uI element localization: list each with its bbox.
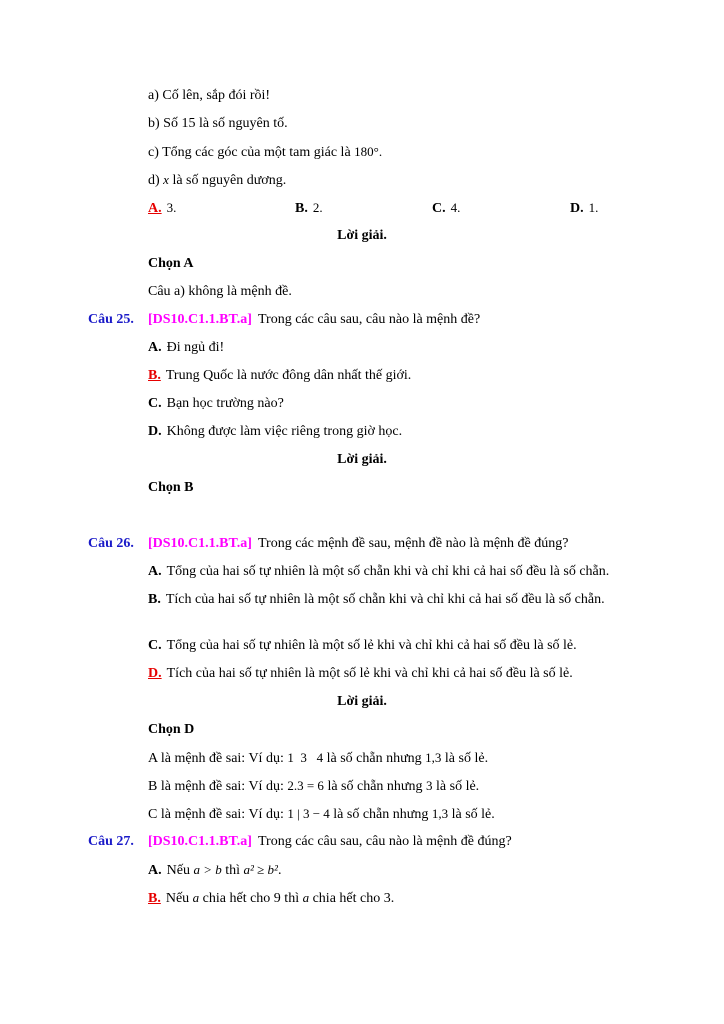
- q26-expl-c-math2: 1,3: [431, 806, 449, 821]
- q25-heading: [0, 306, 724, 334]
- q27-option-b-t1: Nếu: [165, 891, 190, 906]
- answer-d-label: D.: [570, 201, 584, 216]
- q27-option-b-math1: a: [192, 890, 200, 905]
- q27-option-a-label: A.: [148, 863, 162, 878]
- q27-option-a-math1: a > b: [193, 862, 222, 877]
- q25-option-c: [0, 390, 724, 418]
- intro-line-b-text: b) Số 15 là số nguyên tố.: [148, 116, 288, 131]
- q26-choice: Chọn D: [148, 722, 195, 737]
- q27-question: Trong các câu sau, câu nào là mệnh đề đúng?: [257, 834, 512, 849]
- answer-b-label: B.: [295, 201, 308, 216]
- q27-option-b-t2: chia hết cho 9 thì: [202, 891, 300, 906]
- q26-expl-a-suffix: là số lẻ.: [444, 751, 489, 766]
- q25-option-a-label: A.: [148, 340, 162, 355]
- q27-option-b: [0, 884, 724, 912]
- answer-d-value: 1.: [588, 200, 599, 215]
- q25-option-c-label: C.: [148, 396, 162, 411]
- q26-option-b-text: Tích của hai số tự nhiên là một số chẵn khi và chỉ khi cả hai số đều là số chẵn.: [165, 592, 605, 607]
- q26-expl-a-math2: 1,3: [425, 750, 442, 765]
- q26-option-a-label: A.: [148, 564, 162, 579]
- blank-line: [0, 502, 724, 530]
- q26-expl-c-suffix: là số lẻ.: [451, 807, 495, 822]
- q26-expl-c-mid: là số chẵn nhưng: [333, 807, 429, 822]
- q25-tag: [DS10.C1.1.BT.a]: [148, 312, 252, 327]
- q25-option-b: [0, 362, 724, 390]
- q26-explanation-b: [0, 772, 724, 800]
- q26-option-b: [0, 586, 724, 614]
- q26-option-d: [0, 660, 724, 688]
- q27-option-a: [0, 856, 724, 884]
- q27-option-b-label: B.: [148, 891, 161, 906]
- q27-number: Câu 27.: [88, 834, 134, 849]
- answer-row: [0, 194, 724, 222]
- q26-expl-b-math1: 2.3 = 6: [287, 778, 324, 793]
- answer-a: [148, 194, 176, 223]
- intro-solution-title: Lời giải.: [337, 228, 387, 243]
- answer-c-value: 4.: [450, 200, 461, 215]
- q26-option-a-text: Tổng của hai số tự nhiên là một số chẵn khi và chỉ khi cả hai số đều là số chẵn.: [166, 564, 610, 579]
- intro-choice: Chọn A: [148, 256, 194, 271]
- q26-number: Câu 26.: [88, 536, 134, 551]
- intro-line-c: [0, 138, 724, 166]
- q26-expl-c-prefix: C là mệnh đề sai: Ví dụ:: [148, 807, 284, 822]
- intro-line-a: [0, 82, 724, 110]
- q26-option-a: [0, 558, 724, 586]
- q25-option-a-text: Đi ngủ đi!: [166, 340, 225, 355]
- document-content: [0, 82, 724, 912]
- answer-b: [295, 194, 323, 223]
- q26-expl-a-mid: là số chẵn nhưng: [326, 751, 422, 766]
- q25-option-b-text: Trung Quốc là nước đông dân nhất thế giới.: [165, 368, 412, 383]
- answer-a-label: A.: [148, 201, 162, 216]
- q27-tag: [DS10.C1.1.BT.a]: [148, 834, 252, 849]
- q26-explanation-a: [0, 744, 724, 772]
- q26-heading: [0, 530, 724, 558]
- q26-expl-b-mid: là số chẵn nhưng: [327, 779, 423, 794]
- q27-option-a-math2: a² ≥ b²: [243, 862, 278, 877]
- q26-question: Trong các mệnh đề sau, mệnh đề nào là mệnh đề đúng?: [257, 536, 569, 551]
- q26-expl-a-prefix: A là mệnh đề sai: Ví dụ:: [148, 751, 284, 766]
- answer-a-value: 3.: [166, 200, 177, 215]
- intro-explanation: Câu a) không là mệnh đề.: [148, 284, 292, 299]
- q26-expl-b-suffix: là số lẻ.: [436, 779, 480, 794]
- intro-line-d-var: x: [163, 172, 169, 187]
- q27-option-a-t1: Nếu: [166, 863, 190, 878]
- q25-option-d: [0, 418, 724, 446]
- q25-option-d-text: Không được làm việc riêng trong giờ học.: [166, 424, 403, 439]
- q25-option-c-text: Bạn học trường nào?: [166, 396, 284, 411]
- q26-explanation-c: [0, 800, 724, 828]
- intro-line-b: [0, 110, 724, 138]
- q25-choice: Chọn B: [148, 480, 194, 495]
- q25-option-a: [0, 334, 724, 362]
- q26-tag: [DS10.C1.1.BT.a]: [148, 536, 252, 551]
- intro-line-d-suffix: là số nguyên dương.: [172, 173, 287, 188]
- q26-solution-title: Lời giải.: [337, 694, 387, 709]
- q26-expl-b-math2: 3: [426, 778, 433, 793]
- q25-question: Trong các câu sau, câu nào là mệnh đề?: [257, 312, 481, 327]
- intro-line-a-text: a) Cố lên, sắp đói rồi!: [148, 88, 271, 103]
- q26-option-b-label: B.: [148, 592, 161, 607]
- answer-c-label: C.: [432, 201, 446, 216]
- q27-option-b-t3: chia hết cho 3.: [312, 891, 395, 906]
- q25-option-b-label: B.: [148, 368, 161, 383]
- q26-expl-a-math1: 1 3 4: [287, 750, 324, 765]
- q26-option-c-label: C.: [148, 638, 162, 653]
- q27-option-a-t2: thì: [225, 863, 241, 878]
- answer-b-value: 2.: [312, 200, 323, 215]
- q26-option-c-text: Tổng của hai số tự nhiên là một số lẻ khi và chỉ khi cả hai số đều là số lẻ.: [166, 638, 577, 653]
- intro-line-c-text: c) Tổng các góc của một tam giác là: [148, 145, 351, 160]
- answer-d: [570, 194, 598, 223]
- intro-line-c-math: 180°.: [354, 144, 383, 159]
- q27-option-b-math2: a: [302, 890, 310, 905]
- q27-heading: [0, 828, 724, 856]
- q26-option-d-text: Tích của hai số tự nhiên là một số lẻ khi và chỉ khi cả hai số đều là số lẻ.: [166, 666, 573, 681]
- intro-line-d-prefix: d): [148, 173, 160, 188]
- intro-line-d: [0, 166, 724, 194]
- q26-option-d-label: D.: [148, 666, 162, 681]
- q26-expl-c-math1: 1 | 3 − 4: [287, 806, 330, 821]
- q25-option-d-label: D.: [148, 424, 162, 439]
- q27-option-a-t3: .: [277, 863, 282, 878]
- q25-solution-title: Lời giải.: [337, 452, 387, 467]
- q25-number: Câu 25.: [88, 312, 134, 327]
- q26-expl-b-prefix: B là mệnh đề sai: Ví dụ:: [148, 779, 284, 794]
- q26-option-c: [0, 632, 724, 660]
- answer-c: [432, 194, 460, 223]
